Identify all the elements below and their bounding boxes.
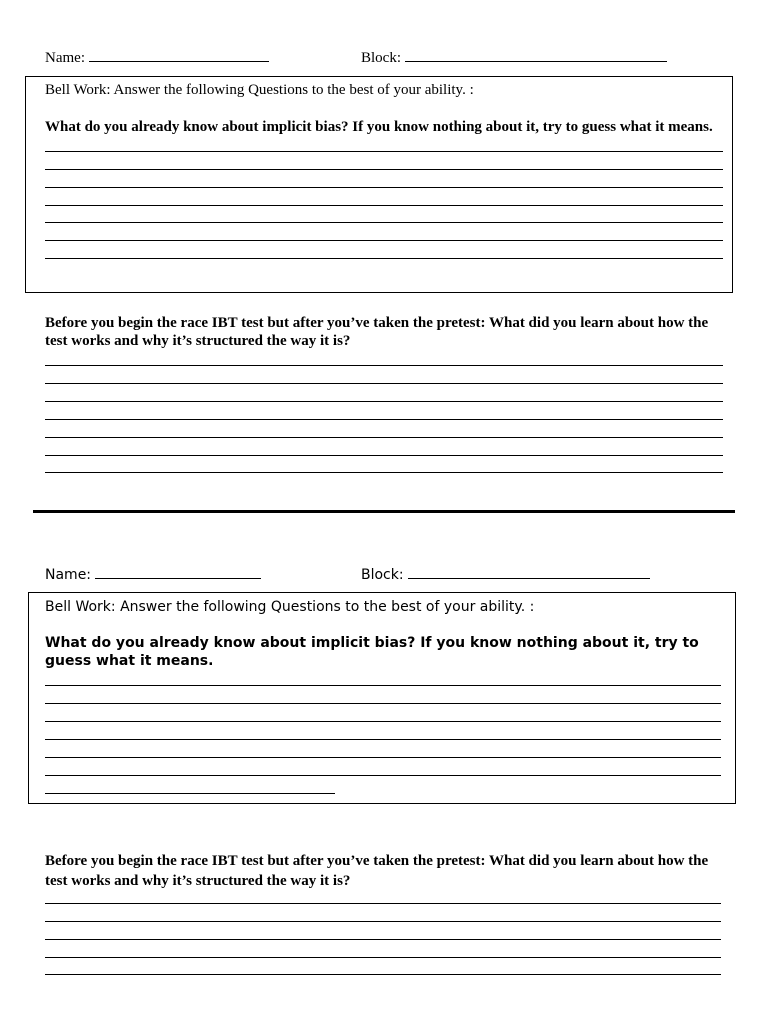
answer-line-short[interactable] — [45, 793, 335, 794]
answer-line[interactable] — [45, 957, 721, 958]
top-name-field[interactable] — [45, 47, 269, 67]
answer-line[interactable] — [45, 151, 723, 152]
answer-line[interactable] — [45, 757, 721, 758]
top-block-label: Block: — [361, 50, 401, 66]
top-block-field[interactable] — [361, 47, 667, 67]
bottom-block-blank[interactable] — [408, 564, 650, 579]
answer-line[interactable] — [45, 240, 723, 241]
bottom-name-field[interactable] — [45, 564, 261, 583]
bottom-question-2: Before you begin the race IBT test but after you’ve taken the pretest: What did you learn about how the test works and why it’s structured the way it is? — [45, 853, 709, 889]
bottom-bell-work-instructions: Bell Work: Answer the following Questions to the best of your ability. : — [45, 599, 535, 615]
top-name-label: Name: — [45, 50, 85, 66]
answer-line[interactable] — [45, 401, 723, 402]
bottom-block-field[interactable] — [361, 564, 650, 583]
answer-line[interactable] — [45, 187, 723, 188]
answer-line[interactable] — [45, 258, 723, 259]
bottom-name-blank[interactable] — [95, 564, 261, 579]
top-bell-work-box — [25, 76, 733, 293]
top-question-2: Before you begin the race IBT test but after you’ve taken the pretest: What did you learn about how the test works and why it’s structured the way it is? — [45, 315, 709, 349]
answer-line[interactable] — [45, 703, 721, 704]
answer-line[interactable] — [45, 365, 723, 366]
answer-line[interactable] — [45, 939, 721, 940]
top-name-blank[interactable] — [89, 47, 269, 62]
answer-line[interactable] — [45, 222, 723, 223]
answer-line[interactable] — [45, 169, 723, 170]
answer-line[interactable] — [45, 437, 723, 438]
answer-line[interactable] — [45, 721, 721, 722]
answer-line[interactable] — [45, 383, 723, 384]
top-bell-work-instructions: Bell Work: Answer the following Questions to the best of your ability. : — [45, 82, 474, 98]
top-block-blank[interactable] — [405, 47, 667, 62]
page-divider — [33, 510, 735, 513]
answer-line[interactable] — [45, 455, 723, 456]
answer-line[interactable] — [45, 419, 723, 420]
answer-line[interactable] — [45, 685, 721, 686]
answer-line[interactable] — [45, 472, 723, 473]
answer-line[interactable] — [45, 775, 721, 776]
bottom-name-label: Name: — [45, 567, 92, 583]
answer-line[interactable] — [45, 739, 721, 740]
top-question-1: What do you already know about implicit bias? If you know nothing about it, try to guess what it means. — [45, 119, 713, 135]
answer-line[interactable] — [45, 921, 721, 922]
bottom-bell-work-box — [28, 592, 736, 804]
answer-line[interactable] — [45, 974, 721, 975]
answer-line[interactable] — [45, 903, 721, 904]
bottom-question-1: What do you already know about implicit bias? If you know nothing about it, try to guess what it means. — [45, 635, 699, 669]
bottom-block-label: Block: — [361, 567, 404, 583]
answer-line[interactable] — [45, 205, 723, 206]
